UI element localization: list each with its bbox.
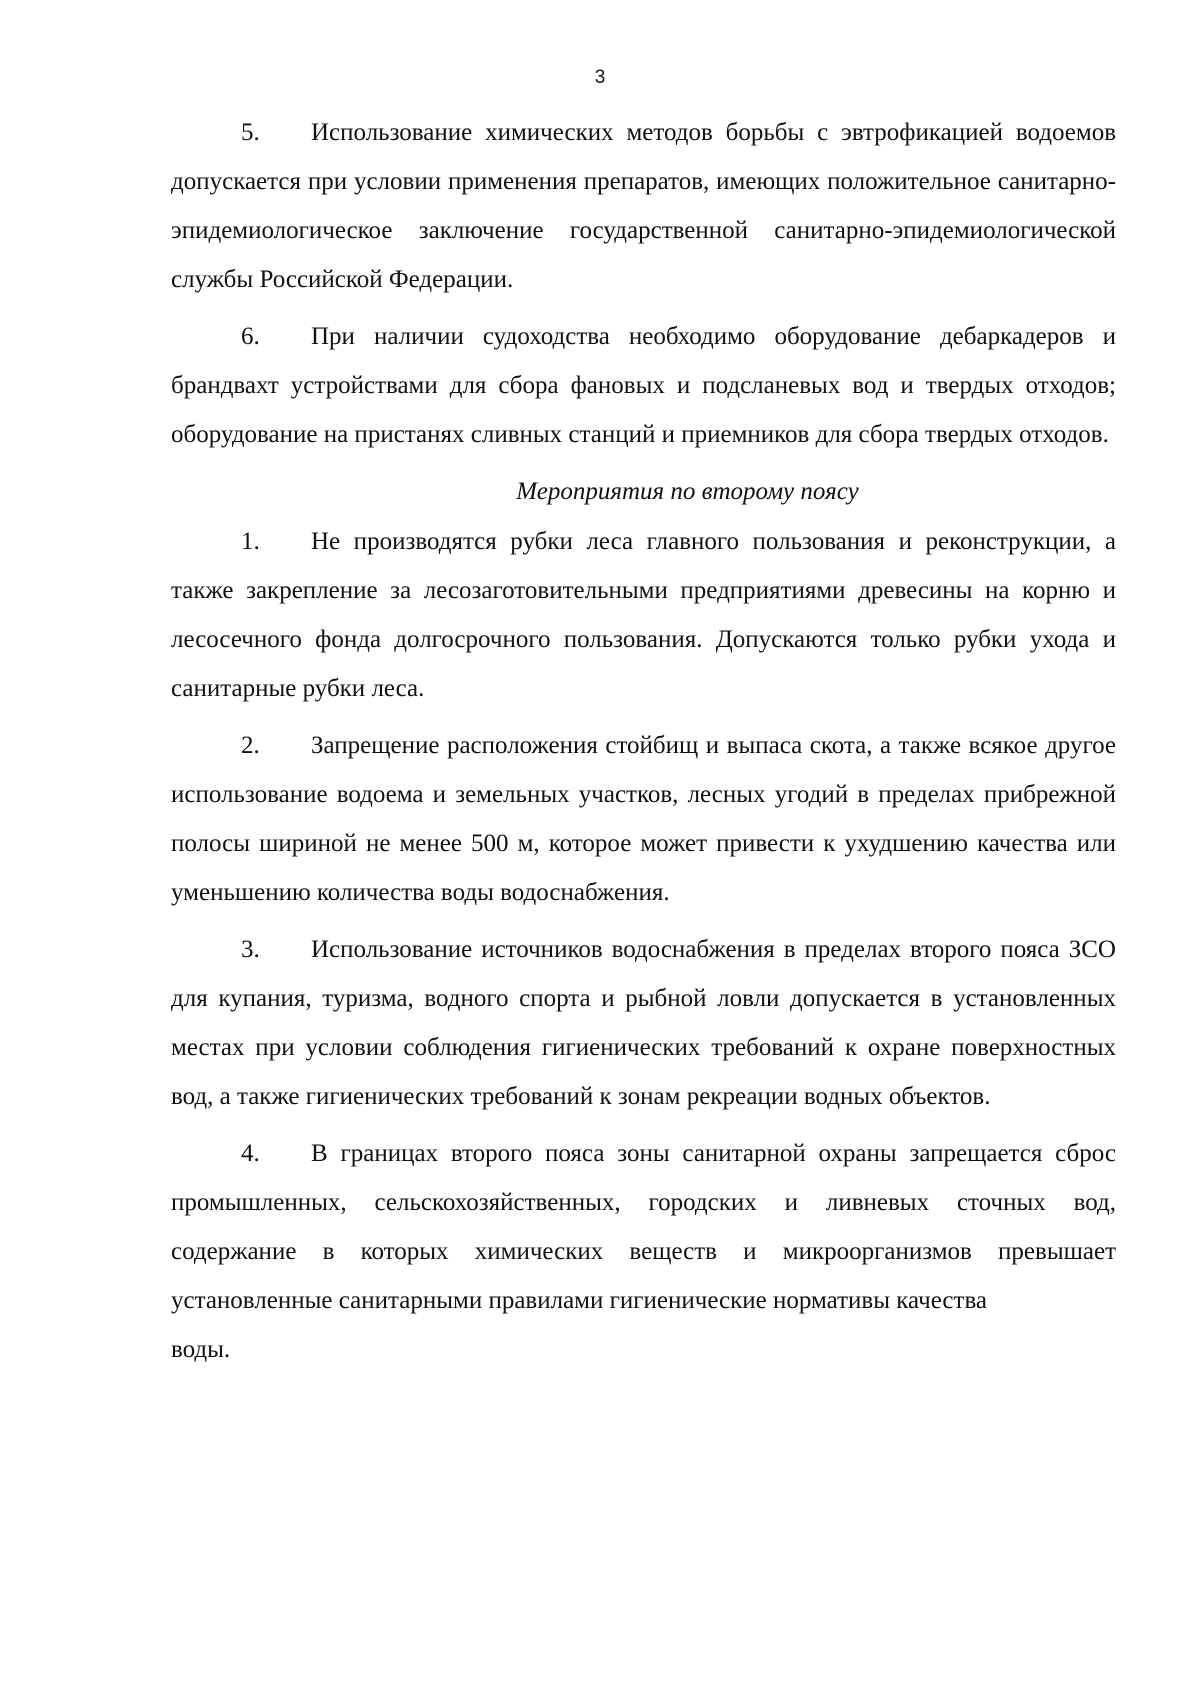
paragraph-number: 3. <box>241 936 260 963</box>
paragraph-item-4 <box>171 1129 1116 1325</box>
paragraph-text: Не производятся рубки леса главного пользования и реконструкции, а также закрепление за лесозаготовительными предприятиями древесины на корню и лесосечного фонда долгосрочного пользования. Допускаются только рубки ухода и санитарные рубки леса. <box>171 528 1116 702</box>
section-heading: Мероприятия по второму поясу <box>516 478 859 505</box>
paragraph-number: 4. <box>241 1140 260 1167</box>
paragraph-item-3 <box>171 925 1116 1121</box>
paragraph-number: 6. <box>241 323 260 350</box>
paragraph-text: Использование источников водоснабжения в пределах второго пояса ЗСО для купания, туризма, водного спорта и рыбной ловли допускается в установленных местах при условии соблюдения гигиенических требований к охране поверхностных вод, а также гигиенических требований к зонам рекреации водных объектов. <box>171 936 1116 1110</box>
page-number: 3 <box>594 67 606 88</box>
paragraph-item-6 <box>171 312 1116 459</box>
paragraph-number: 5. <box>241 119 260 146</box>
paragraph-item-2 <box>171 721 1116 917</box>
paragraph-text: Запрещение расположения стойбищ и выпаса скота, а также всякое другое использование водоема и земельных участков, лесных угодий в пределах прибрежной полосы шириной не менее 500 м, которое может привести к ухудшению качества или уменьшению количества воды водоснабжения. <box>171 732 1116 906</box>
document-body <box>171 108 1116 1374</box>
paragraph-item-1 <box>171 517 1116 713</box>
trailing-text: воды. <box>171 1336 231 1363</box>
paragraph-item-5 <box>171 108 1116 304</box>
paragraph-text: В границах второго пояса зоны санитарной охраны запрещается сброс промышленных, сельскохозяйственных, городских и ливневых сточных вод, содержание в которых химических веществ и микроорганизмов превышает установленные санитарными правилами гигиенические нормативы качества <box>171 1140 1116 1314</box>
paragraph-text: При наличии судоходства необходимо оборудование дебаркадеров и брандвахт устройствами для сбора фановых и подсланевых вод и твердых отходов; оборудование на пристанях сливных станций и приемников для сбора твердых отходов. <box>171 323 1116 448</box>
paragraph-number: 1. <box>241 528 260 555</box>
paragraph-number: 2. <box>241 732 260 759</box>
paragraph-text: Использование химических методов борьбы с эвтрофикацией водоемов допускается при условии применения препаратов, имеющих положительное санитарно-эпидемиологическое заключение государственной санитарно-эпидемиологической службы Российской Федерации. <box>171 119 1116 293</box>
